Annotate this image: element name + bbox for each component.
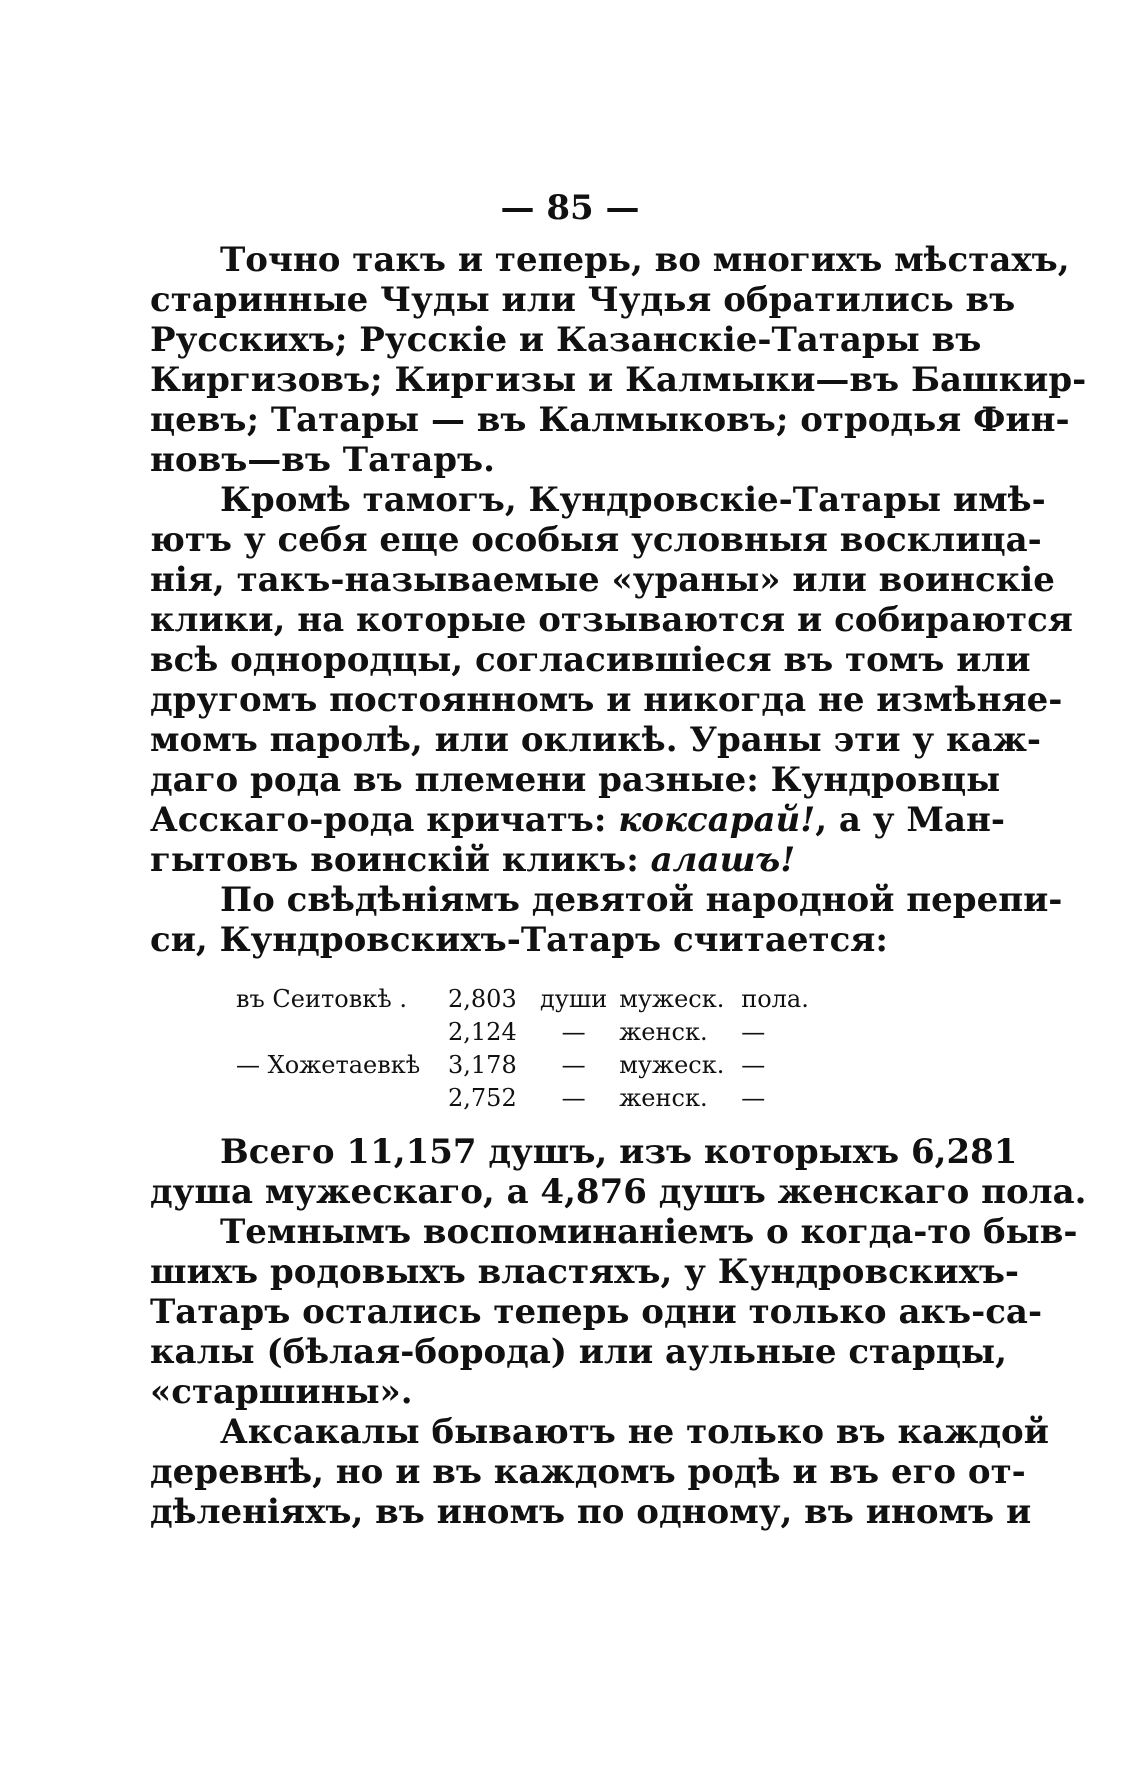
text-line: Русскихъ; Русскіе и Казанскіе-Татары въ (150, 320, 982, 360)
table-cell-sex: женск. (619, 1084, 708, 1112)
text-line: шихъ родовыхъ властяхъ, у Кундровскихъ- (150, 1252, 1020, 1292)
text-line: старинные Чуды или Чудья обратились въ (150, 280, 1016, 320)
table-row (230, 1016, 815, 1049)
text-line: нія, такъ-называемые «ураны» или воинскіе (150, 560, 1055, 600)
text-fragment: Асскаго-рода кричатъ: (150, 800, 607, 840)
table-cell-pola: — (741, 1051, 766, 1079)
war-cry-koksaray: коксарай! (618, 800, 816, 840)
war-cry-alash: алашъ! (650, 840, 796, 880)
text-line: Точно такъ и теперь, во многихъ мѣстахъ, (220, 240, 1070, 280)
text-line: Всего 11,157 душъ, изъ которыхъ 6,281 (220, 1132, 1018, 1172)
table-cell-pola: — (741, 1018, 766, 1046)
table-cell-place: въ Сеитовкѣ . (236, 985, 407, 1013)
text-line: Аксакалы бываютъ не только въ каждой (220, 1412, 1049, 1452)
table-cell-number: 2,803 (448, 985, 517, 1013)
text-line: даго рода въ племени разные: Кундровцы (150, 760, 1001, 800)
table-cell-number: 3,178 (448, 1051, 517, 1079)
table-cell-place (230, 1016, 442, 1049)
page-number: — 85 — (500, 188, 640, 228)
table-cell-unit: — (561, 1051, 586, 1079)
text-line: дѣленіяхъ, въ иномъ по одному, въ иномъ и (150, 1492, 1032, 1532)
table-row (230, 983, 815, 1016)
table-cell-unit: души (540, 985, 608, 1013)
text-line: всѣ однородцы, согласившіеся въ томъ или (150, 640, 1031, 680)
table-cell-place (230, 1082, 442, 1115)
table-cell-unit: — (561, 1018, 586, 1046)
text-line: Кромѣ тамогъ, Кундровскіе-Татары имѣ- (220, 480, 1046, 520)
text-line: цевъ; Татары — въ Калмыковъ; отродья Фин- (150, 400, 1070, 440)
text-line: ютъ у себя еще особыя условныя восклица- (150, 520, 1042, 560)
text-line: Киргизовъ; Киргизы и Калмыки—въ Башкир- (150, 360, 1087, 400)
text-line: деревнѣ, но и въ каждомъ родѣ и въ его от- (150, 1452, 1026, 1492)
table-cell-sex: мужеск. (619, 1051, 725, 1079)
table-cell-unit: — (561, 1084, 586, 1112)
text-line (150, 800, 1005, 840)
text-line: Темнымъ воспоминаніемъ о когда-то быв- (220, 1212, 1078, 1252)
main-text-upper (150, 240, 1087, 960)
table-cell-pola: пола. (741, 985, 809, 1013)
population-table (230, 983, 815, 1115)
text-line: Татаръ остались теперь одни только акъ-са- (150, 1292, 1043, 1332)
text-line: душа мужескаго, а 4,876 душъ женскаго пола. (150, 1172, 1087, 1212)
text-line (150, 840, 875, 880)
text-fragment: , а у Ман- (815, 800, 1005, 840)
table-cell-place: — Хожетаевкѣ (236, 1051, 421, 1079)
table-cell-number: 2,124 (448, 1018, 517, 1046)
text-line: си, Кундровскихъ-Татаръ считается: (150, 920, 888, 960)
main-text-lower (150, 1132, 1087, 1532)
table-row (230, 1049, 815, 1082)
text-line: момъ паролѣ, или окликѣ. Ураны эти у каж- (150, 720, 1042, 760)
table-cell-sex: мужеск. (619, 985, 725, 1013)
table-cell-sex: женск. (619, 1018, 708, 1046)
text-line: клики, на которые отзываются и собираются (150, 600, 1073, 640)
text-fragment: гытовъ воинскій кликъ: (150, 840, 639, 880)
text-line: По свѣдѣніямъ девятой народной перепи- (220, 880, 1063, 920)
table-cell-number: 2,752 (448, 1084, 517, 1112)
text-line: другомъ постоянномъ и никогда не измѣняе- (150, 680, 1063, 720)
text-line: «старшины». (150, 1372, 413, 1412)
table-row (230, 1082, 815, 1115)
table-cell-pola: — (741, 1084, 766, 1112)
text-line: калы (бѣлая-борода) или аульные старцы, (150, 1332, 1007, 1372)
text-line: новъ—въ Татаръ. (150, 440, 495, 480)
